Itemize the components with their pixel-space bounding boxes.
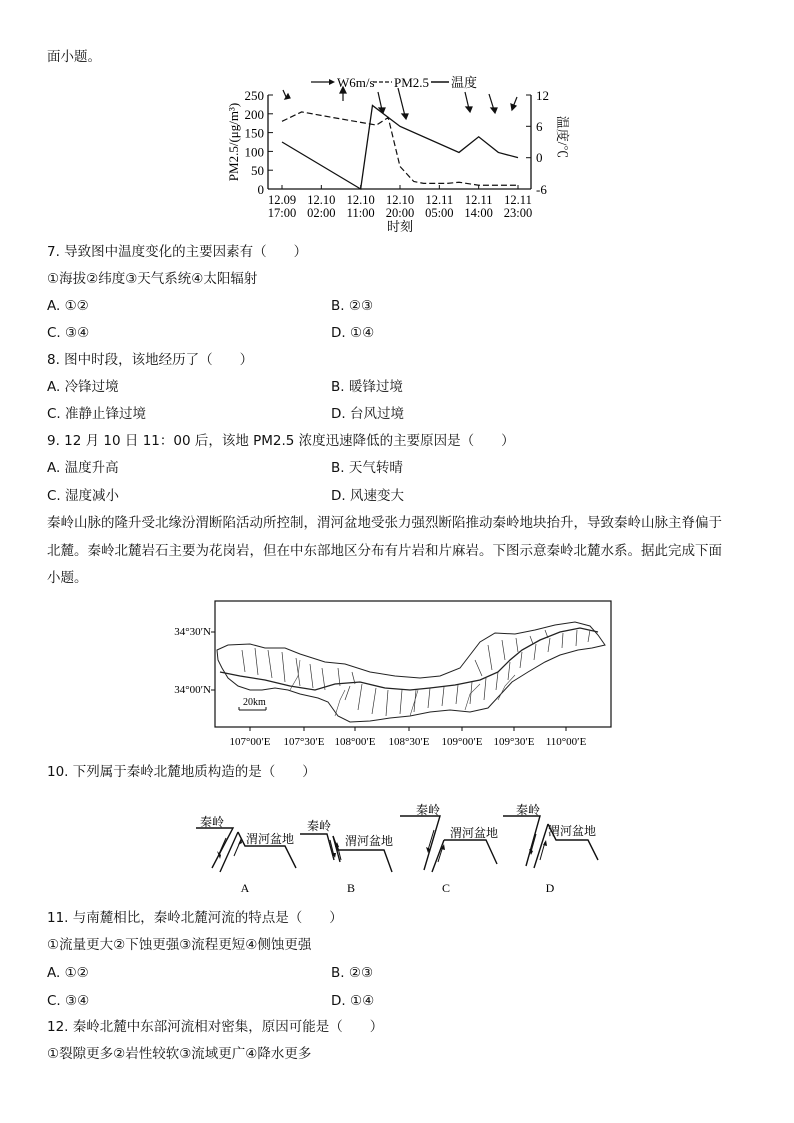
wind-arrow [398, 88, 408, 119]
y-right-tick: 12 [536, 88, 549, 103]
pm25-temperature-chart [0, 65, 794, 305]
x-tick-time: 14:00 [464, 206, 493, 220]
x-tick-date: 12.11 [464, 193, 493, 207]
y-left-tick: 150 [244, 125, 264, 141]
wind-arrow [465, 92, 472, 112]
lon-label: 108°30′E [388, 736, 430, 748]
q11-option-c: C. ③④ [47, 993, 90, 1009]
fault-diagram-a [196, 815, 296, 895]
diagram-b-left-label: 秦岭 [307, 819, 332, 833]
x-tick-date: 12.10 [307, 193, 336, 207]
wind-arrow [511, 97, 517, 110]
legend-pm25: PM2.5 [394, 75, 430, 90]
y-right-label: 温度/℃ [555, 115, 570, 159]
lon-label: 107°00′E [229, 736, 271, 748]
diagram-b-right-label: 渭河盆地 [345, 834, 394, 848]
diagram-d-right-label: 渭河盆地 [548, 824, 597, 838]
q8-option-c: C. 准静止锋过境 [47, 406, 147, 422]
x-axis-label: 时刻 [386, 219, 414, 234]
q11-option-a: A. ①② [47, 965, 89, 981]
q12-items: ①裂隙更多②岩性较软③流域更广④降水更多 [47, 1046, 312, 1062]
passage-line-1: 秦岭山脉的隆升受北缘汾渭断陷活动所控制，渭河盆地受张力强烈断陷推动秦岭地块抬升，导致秦岭山脉主脊偏于 [47, 515, 722, 531]
tributaries [242, 630, 590, 716]
y-left-tick: 100 [244, 144, 264, 160]
x-tick-time: 20:00 [385, 206, 415, 220]
lon-label: 109°30′E [493, 736, 535, 748]
q7-option-d: D. ①④ [331, 325, 375, 341]
q11-items: ①流量更大②下蚀更强③流程更短④侧蚀更强 [47, 937, 312, 953]
wei-river [220, 628, 598, 690]
q10-fault-diagrams [0, 790, 794, 905]
qinling-north-slope-drainage-map [0, 595, 794, 755]
diagram-a-letter: A [240, 881, 250, 895]
x-tick-date: 12.11 [425, 193, 454, 207]
x-axis-ticks [268, 185, 532, 220]
y-left-tick: 250 [244, 88, 264, 103]
x-tick-time: 17:00 [267, 206, 297, 220]
y-left-label: PM2.5/(μg/m³) [226, 102, 241, 182]
x-tick-date: 12.10 [385, 193, 415, 207]
x-tick-date: 12.09 [267, 193, 297, 207]
q11-option-d: D. ①④ [331, 993, 375, 1009]
diagram-d-left-label: 秦岭 [516, 803, 541, 817]
diagram-a-left-label: 秦岭 [200, 815, 225, 829]
x-tick-time: 23:00 [503, 206, 533, 220]
lon-label: 109°00′E [441, 736, 483, 748]
fault-diagram-b [300, 819, 393, 895]
passage-line-3: 小题。 [47, 570, 88, 586]
scale-label: 20km [243, 697, 266, 708]
scale-bar [239, 697, 266, 710]
x-tick-time: 11:00 [346, 206, 375, 220]
lon-label: 107°30′E [283, 736, 325, 748]
q8-option-d: D. 台风过境 [331, 406, 404, 422]
y-right-tick: 0 [536, 150, 543, 165]
lon-label: 108°00′E [334, 736, 376, 748]
q7-option-b: B. ②③ [331, 298, 374, 314]
q12-stem: 12. 秦岭北麓中东部河流相对密集，原因可能是（ ） [47, 1019, 384, 1035]
diagram-c-right-label: 渭河盆地 [450, 826, 499, 840]
q9-option-c: C. 湿度减小 [47, 488, 120, 504]
diagram-a-right-label: 渭河盆地 [246, 832, 295, 846]
y-left-tick: 50 [251, 163, 264, 179]
q7-stem: 7. 导致图中温度变化的主要因素有（ ） [47, 244, 308, 260]
passage-line-2: 北麓。秦岭北麓岩石主要为花岗岩，但在中东部地区分布有片岩和片麻岩。下图示意秦岭北麓水系。据此完成下面 [47, 543, 722, 559]
diagram-b-letter: B [346, 881, 356, 895]
q9-option-d: D. 风速变大 [331, 488, 404, 504]
intro-tail: 面小题。 [47, 49, 101, 65]
wind-arrow [283, 90, 290, 99]
legend-temperature: 温度 [451, 75, 478, 90]
x-tick-date: 12.11 [504, 193, 532, 207]
q9-option-b: B. 天气转晴 [331, 460, 403, 476]
y-right-tick: -6 [536, 182, 547, 197]
pm25-series-line [282, 112, 518, 185]
wind-arrow [489, 94, 497, 113]
diagram-c-left-label: 秦岭 [416, 803, 441, 817]
q11-option-b: B. ②③ [331, 965, 374, 981]
q7-option-a: A. ①② [47, 298, 89, 314]
q11-stem: 11. 与南麓相比，秦岭北麓河流的特点是（ ） [47, 910, 343, 926]
q8-stem: 8. 图中时段，该地经历了（ ） [47, 352, 254, 368]
legend-wind: W6m/s [337, 75, 375, 90]
lat-label: 34°00′N [174, 684, 211, 696]
q10-stem: 10. 下列属于秦岭北麓地质构造的是（ ） [47, 764, 316, 780]
left-axis-ticks [245, 88, 274, 197]
fault-diagram-d [503, 803, 598, 895]
y-left-tick: 200 [244, 106, 264, 122]
q7-items: ①海拔②纬度③天气系统④太阳辐射 [47, 271, 258, 287]
q9-stem: 9. 12 月 10 日 11：00 后，该地 PM2.5 浓度迅速降低的主要原因是（ ） [47, 433, 515, 449]
x-tick-time: 02:00 [307, 206, 336, 220]
wind-arrows [283, 87, 517, 119]
x-tick-date: 12.10 [346, 193, 375, 207]
temperature-series-line [282, 105, 518, 189]
x-tick-time: 05:00 [425, 206, 454, 220]
lat-label: 34°30′N [174, 626, 211, 638]
diagram-c-letter: C [441, 881, 451, 895]
q8-option-b: B. 暖锋过境 [331, 379, 403, 395]
right-axis-ticks [526, 88, 549, 197]
chart-legend [311, 75, 477, 90]
lon-label: 110°00′E [545, 736, 587, 748]
fault-diagram-c [400, 803, 498, 895]
q9-option-a: A. 温度升高 [47, 460, 119, 476]
diagram-d-letter: D [545, 881, 555, 895]
y-right-tick: 6 [536, 119, 543, 134]
y-left-tick: 0 [257, 182, 264, 197]
q7-option-c: C. ③④ [47, 325, 90, 341]
q8-option-a: A. 冷锋过境 [47, 379, 119, 395]
